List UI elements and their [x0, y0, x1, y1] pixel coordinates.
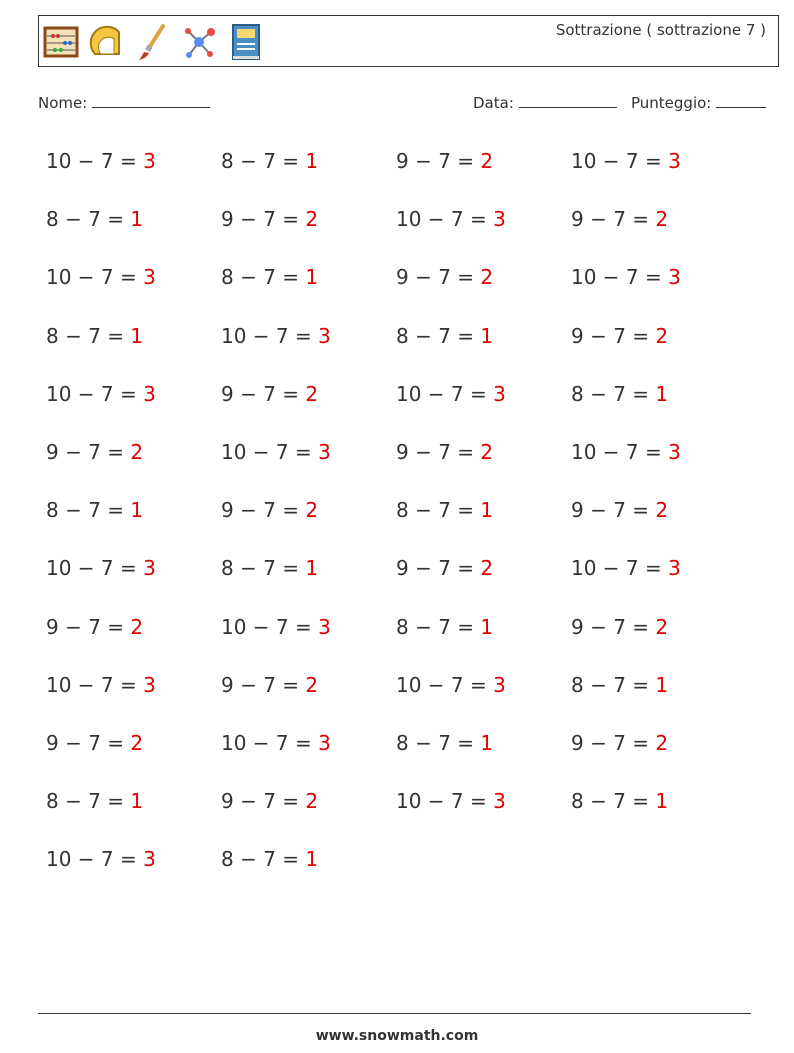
problem-question: 9 − 7 =	[46, 730, 131, 755]
problem-answer: 3	[668, 265, 681, 290]
problem-question: 10 − 7 =	[46, 381, 144, 406]
problem-item	[571, 204, 746, 262]
problem-question: 9 − 7 =	[46, 614, 131, 639]
problem-question: 10 − 7 =	[396, 789, 494, 814]
problem-question: 9 − 7 =	[46, 439, 131, 464]
problem-item	[221, 786, 396, 844]
problem-question: 8 − 7 =	[571, 672, 656, 697]
problem-answer: 2	[305, 498, 319, 523]
problem-question: 9 − 7 =	[221, 207, 306, 232]
problem-grid	[46, 146, 766, 902]
problem-question: 10 − 7 =	[46, 847, 144, 872]
problem-answer: 3	[493, 207, 506, 232]
problem-item	[571, 728, 746, 786]
problem-item	[396, 262, 571, 320]
problem-question: 9 − 7 =	[396, 265, 481, 290]
problem-item	[221, 262, 396, 320]
problem-item	[221, 612, 396, 670]
problem-question: 9 − 7 =	[571, 498, 656, 523]
problem-answer: 1	[305, 149, 319, 173]
problem-answer: 2	[480, 265, 494, 290]
problem-question: 10 − 7 =	[46, 556, 144, 581]
problem-question: 10 − 7 =	[46, 672, 144, 697]
problem-answer: 3	[493, 789, 506, 814]
worksheet-header	[38, 15, 779, 67]
problem-answer: 2	[305, 789, 319, 814]
problem-question: 10 − 7 =	[221, 614, 319, 639]
problem-item	[221, 844, 396, 902]
problem-item	[46, 437, 221, 495]
problem-item	[46, 495, 221, 553]
problem-answer: 1	[655, 381, 669, 406]
footer-divider	[38, 1013, 751, 1014]
problem-question: 9 − 7 =	[221, 381, 306, 406]
problem-answer: 1	[130, 323, 144, 348]
problem-question: 10 − 7 =	[571, 439, 669, 464]
molecule-icon	[181, 22, 217, 62]
problem-question: 10 − 7 =	[571, 556, 669, 581]
problem-question: 9 − 7 =	[221, 789, 306, 814]
problem-answer: 2	[655, 498, 669, 523]
problem-question: 10 − 7 =	[221, 323, 319, 348]
problem-item	[221, 321, 396, 379]
problem-item	[396, 786, 571, 844]
score-field	[631, 93, 766, 112]
problem-item	[46, 728, 221, 786]
problem-question: 8 − 7 =	[221, 556, 306, 581]
problem-answer: 3	[318, 614, 331, 639]
problem-question: 9 − 7 =	[396, 556, 481, 581]
problem-answer: 3	[143, 672, 156, 697]
problem-item	[396, 495, 571, 553]
problem-answer: 3	[143, 265, 156, 290]
problem-item	[46, 670, 221, 728]
problem-item	[396, 204, 571, 262]
problem-answer: 1	[305, 556, 319, 581]
problem-answer: 2	[305, 672, 319, 697]
problem-question: 9 − 7 =	[221, 672, 306, 697]
problem-item	[571, 612, 746, 670]
problem-question: 9 − 7 =	[396, 149, 481, 173]
problem-answer: 1	[305, 847, 319, 872]
problem-answer: 1	[130, 789, 144, 814]
problem-item	[221, 553, 396, 611]
problem-answer: 1	[130, 498, 144, 523]
problem-item	[46, 786, 221, 844]
problem-item	[396, 321, 571, 379]
problem-item	[46, 146, 221, 204]
problem-item	[396, 146, 571, 204]
problem-answer: 2	[655, 323, 669, 348]
problem-question: 8 − 7 =	[396, 614, 481, 639]
problem-answer: 3	[668, 149, 681, 173]
name-label: Nome:	[38, 94, 88, 112]
problem-answer: 2	[480, 556, 494, 581]
problem-item	[46, 844, 221, 902]
book-icon	[227, 22, 263, 62]
problem-item	[571, 786, 746, 844]
problem-item	[46, 379, 221, 437]
problem-answer: 3	[668, 556, 681, 581]
paintbrush-icon	[135, 22, 171, 62]
problem-question: 9 − 7 =	[571, 323, 656, 348]
problem-question: 8 − 7 =	[221, 265, 306, 290]
protractor-icon	[89, 22, 125, 62]
problem-answer: 1	[480, 614, 494, 639]
problem-item	[571, 321, 746, 379]
problem-question: 10 − 7 =	[571, 149, 669, 173]
name-blank[interactable]	[92, 93, 210, 108]
problem-answer: 2	[130, 730, 144, 755]
problem-answer: 3	[318, 439, 331, 464]
problem-answer: 1	[480, 323, 494, 348]
header-icons	[43, 21, 263, 63]
problem-answer: 2	[305, 207, 319, 232]
problem-answer: 2	[480, 439, 494, 464]
abacus-icon	[43, 22, 79, 62]
problem-answer: 3	[668, 439, 681, 464]
problem-item	[571, 262, 746, 320]
problem-answer: 3	[143, 149, 156, 173]
problem-item	[221, 670, 396, 728]
footer-site: www.snowmath.com	[315, 1028, 479, 1044]
problem-answer: 3	[493, 381, 506, 406]
problem-question: 10 − 7 =	[396, 672, 494, 697]
problem-question: 10 − 7 =	[46, 265, 144, 290]
problem-answer: 2	[655, 207, 669, 232]
problem-question: 10 − 7 =	[221, 730, 319, 755]
problem-question: 9 − 7 =	[571, 730, 656, 755]
problem-answer: 3	[143, 556, 156, 581]
problem-question: 8 − 7 =	[46, 789, 131, 814]
problem-item	[221, 204, 396, 262]
problem-answer: 3	[318, 323, 331, 348]
problem-item	[46, 553, 221, 611]
problem-question: 8 − 7 =	[571, 789, 656, 814]
problem-answer: 2	[305, 381, 319, 406]
problem-item	[396, 379, 571, 437]
problem-answer: 3	[143, 847, 156, 872]
problem-answer: 2	[130, 614, 144, 639]
problem-item	[571, 437, 746, 495]
problem-item	[396, 728, 571, 786]
problem-item	[221, 379, 396, 437]
problem-answer: 2	[480, 149, 494, 173]
problem-answer: 3	[143, 381, 156, 406]
problem-question: 8 − 7 =	[221, 149, 306, 173]
problem-question: 10 − 7 =	[46, 149, 144, 173]
problem-answer: 1	[655, 789, 669, 814]
problem-question: 8 − 7 =	[396, 730, 481, 755]
problem-answer: 1	[305, 265, 319, 290]
problem-question: 10 − 7 =	[221, 439, 319, 464]
problem-question: 8 − 7 =	[46, 323, 131, 348]
date-blank[interactable]	[519, 93, 617, 108]
problem-item	[46, 612, 221, 670]
problem-item	[396, 553, 571, 611]
problem-question: 10 − 7 =	[396, 381, 494, 406]
worksheet-title: Sottrazione ( sottrazione 7 )	[555, 21, 766, 39]
problem-answer: 2	[655, 730, 669, 755]
problem-question: 9 − 7 =	[221, 498, 306, 523]
problem-item	[396, 612, 571, 670]
problem-question: 8 − 7 =	[46, 498, 131, 523]
problem-item	[396, 437, 571, 495]
problem-item	[221, 146, 396, 204]
problem-item	[221, 728, 396, 786]
problem-answer: 1	[130, 207, 144, 232]
problem-item	[571, 495, 746, 553]
problem-question: 10 − 7 =	[396, 207, 494, 232]
problem-question: 8 − 7 =	[396, 323, 481, 348]
problem-question: 8 − 7 =	[46, 207, 131, 232]
score-blank[interactable]	[716, 93, 766, 108]
problem-item	[571, 553, 746, 611]
problem-question: 9 − 7 =	[571, 614, 656, 639]
problem-question: 9 − 7 =	[571, 207, 656, 232]
problem-item	[571, 379, 746, 437]
problem-answer: 1	[480, 730, 494, 755]
problem-question: 8 − 7 =	[221, 847, 306, 872]
problem-answer: 3	[318, 730, 331, 755]
problem-answer: 2	[655, 614, 669, 639]
problem-item	[46, 262, 221, 320]
problem-answer: 3	[493, 672, 506, 697]
problem-item	[571, 146, 746, 204]
problem-item	[571, 670, 746, 728]
problem-item	[46, 204, 221, 262]
problem-item	[396, 670, 571, 728]
date-label: Data:	[473, 94, 514, 112]
problem-question: 8 − 7 =	[571, 381, 656, 406]
problem-item	[46, 321, 221, 379]
problem-question: 8 − 7 =	[396, 498, 481, 523]
problem-question: 10 − 7 =	[571, 265, 669, 290]
problem-answer: 1	[480, 498, 494, 523]
problem-answer: 1	[655, 672, 669, 697]
problem-item	[221, 495, 396, 553]
problem-question: 9 − 7 =	[396, 439, 481, 464]
score-label: Punteggio:	[631, 94, 712, 112]
problem-item	[221, 437, 396, 495]
date-field	[473, 93, 617, 112]
problem-answer: 2	[130, 439, 144, 464]
name-field	[38, 93, 210, 112]
